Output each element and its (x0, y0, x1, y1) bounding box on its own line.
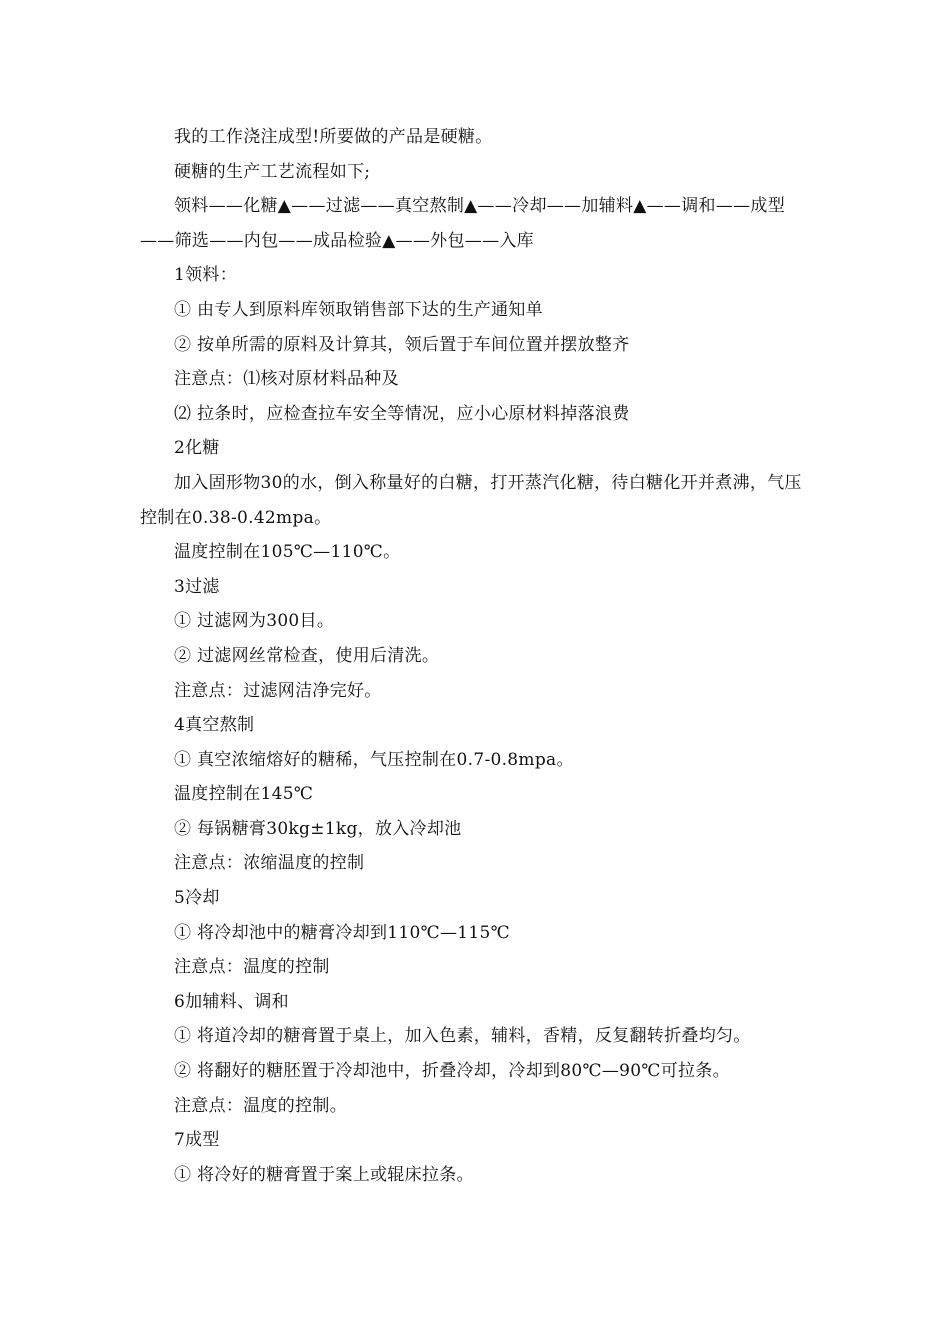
section-2-temperature: 温度控制在105℃—110℃。 (174, 542, 401, 563)
section-heading-4: 4真空熬制 (174, 715, 255, 736)
section-heading-3: 3过滤 (174, 576, 220, 597)
section-6-item-2: ② 将翻好的糖胚置于冷却池中，折叠冷却，冷却到80℃—90℃可拉条。 (174, 1061, 730, 1082)
section-4-note: 注意点：浓缩温度的控制 (174, 853, 365, 874)
section-heading-7: 7成型 (174, 1130, 220, 1151)
section-3-note: 注意点：过滤网洁净完好。 (174, 680, 382, 701)
section-heading-5: 5冷却 (174, 888, 220, 909)
section-1-note-1: 注意点：⑴核对原材料品种及 (174, 369, 399, 390)
section-5-note: 注意点：温度的控制 (174, 957, 330, 978)
section-1-note-2: ⑵ 拉条时，应检查拉车安全等情况，应小心原材料掉落浪费 (174, 403, 630, 424)
section-heading-1: 1领料： (174, 265, 238, 286)
process-heading: 硬糖的生产工艺流程如下; (174, 161, 371, 182)
section-2-body: 加入固形物30的水，倒入称量好的白糖，打开蒸汽化糖，待白糖化开并煮沸，气压控制在0.38-0.42mpa。 (140, 472, 802, 528)
section-heading-6: 6加辅料、调和 (174, 991, 289, 1012)
document-body (140, 120, 810, 1192)
section-4-temperature: 温度控制在145℃ (174, 784, 314, 805)
section-4-item-2: ② 每锅糖膏30kg±1kg，放入冷却池 (174, 818, 462, 839)
section-5-item-1: ① 将冷却池中的糖膏冷却到110℃—115℃ (174, 922, 510, 943)
intro-paragraph: 我的工作浇注成型!所要做的产品是硬糖。 (174, 127, 493, 147)
section-heading-2: 2化糖 (174, 438, 220, 459)
process-flow: 领料——化糖▲——过滤——真空熬制▲——冷却——加辅料▲——调和——成型——筛选——内包——成品检验▲——外包——入库 (140, 196, 786, 251)
section-4-item-1: ① 真空浓缩熔好的糖稀，气压控制在0.7-0.8mpa。 (174, 749, 574, 770)
section-1-item-2: ② 按单所需的原料及计算其，领后置于车间位置并摆放整齐 (174, 334, 630, 355)
section-6-item-1: ① 将道冷却的糖膏置于桌上，加入色素，辅料，香精，反复翻转折叠均匀。 (174, 1026, 751, 1047)
section-1-item-1: ① 由专人到原料库领取销售部下达的生产通知单 (174, 299, 544, 320)
section-3-item-1: ① 过滤网为300目。 (174, 611, 335, 632)
section-3-item-2: ② 过滤网丝常检查，使用后清洗。 (174, 645, 440, 666)
section-6-note: 注意点：温度的控制。 (174, 1095, 347, 1116)
section-7-item-1: ① 将冷好的糖膏置于案上或辊床拉条。 (174, 1164, 474, 1185)
